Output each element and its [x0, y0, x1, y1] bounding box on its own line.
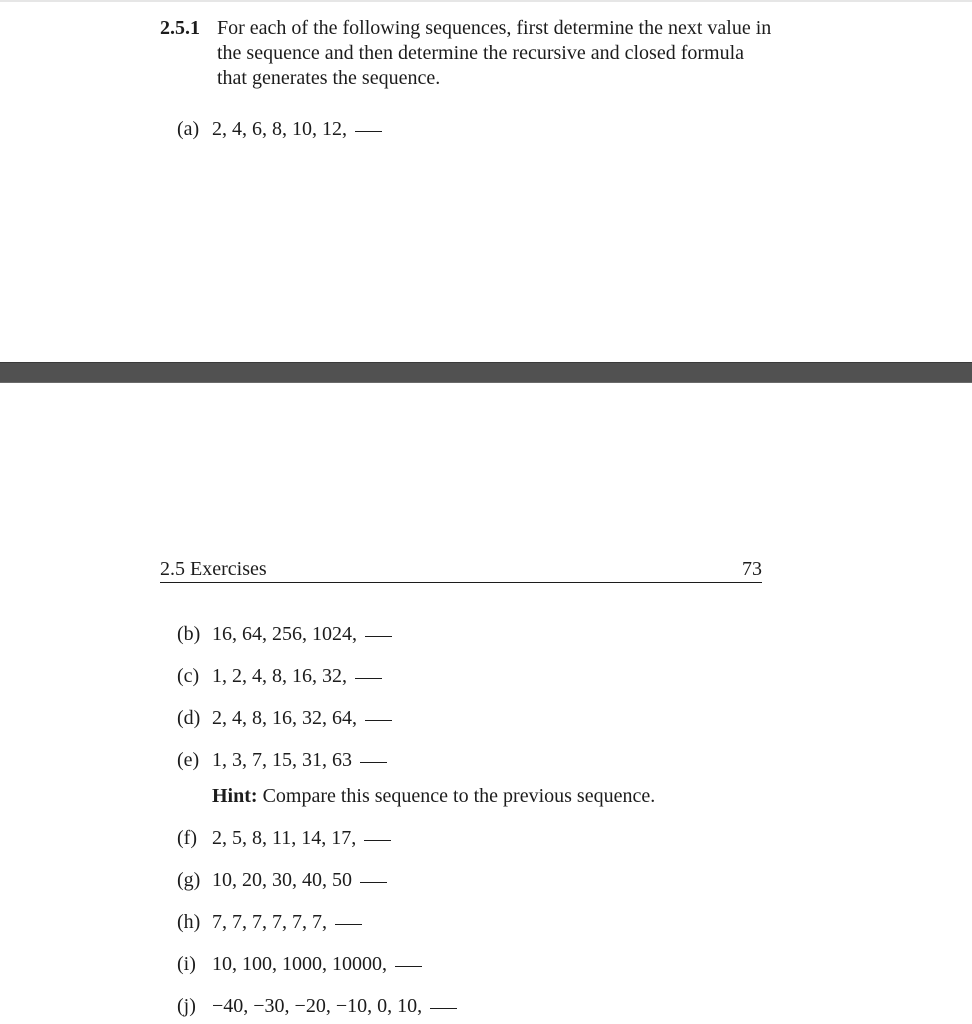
- hint: [212, 784, 655, 808]
- exercise-item-a: [177, 117, 382, 141]
- hint-label: Hint:: [212, 785, 258, 807]
- exercise-item-j: [177, 994, 457, 1018]
- exercise-item-i: [177, 952, 422, 976]
- section-title: 2.5 Exercises: [160, 558, 267, 580]
- item-sequence: 2, 4, 8, 16, 32, 64,: [212, 707, 357, 729]
- answer-blank: [395, 965, 422, 967]
- item-sequence: 10, 100, 1000, 10000,: [212, 953, 387, 975]
- exercise-item-d: [177, 706, 392, 730]
- answer-blank: [335, 923, 362, 925]
- item-sequence: 1, 2, 4, 8, 16, 32,: [212, 665, 347, 687]
- item-sequence: 10, 20, 30, 40, 50: [212, 869, 352, 891]
- item-sequence: 16, 64, 256, 1024,: [212, 623, 357, 645]
- page-separator: [0, 362, 972, 383]
- answer-blank: [360, 881, 387, 883]
- exercise-item-h: [177, 910, 362, 934]
- answer-blank: [365, 719, 392, 721]
- answer-blank: [430, 1007, 457, 1009]
- item-sequence: 7, 7, 7, 7, 7, 7,: [212, 911, 327, 933]
- item-label: (i): [177, 953, 196, 975]
- item-label: (d): [177, 707, 201, 729]
- item-label: (a): [177, 118, 200, 140]
- exercise-item-f: [177, 826, 391, 850]
- exercise-item-b: [177, 622, 392, 646]
- exercise-item-c: [177, 664, 382, 688]
- item-sequence: −40, −30, −20, −10, 0, 10,: [212, 995, 423, 1017]
- item-label: (j): [177, 995, 196, 1017]
- answer-blank: [355, 130, 382, 132]
- item-label: (e): [177, 749, 200, 771]
- item-label: (c): [177, 665, 200, 687]
- item-label: (g): [177, 869, 201, 891]
- problem-number: 2.5.1: [160, 17, 200, 39]
- item-sequence: 2, 4, 6, 8, 10, 12,: [212, 118, 347, 140]
- answer-blank: [355, 677, 382, 679]
- exercise-item-g: [177, 868, 387, 892]
- running-head: [160, 558, 762, 583]
- answer-blank: [364, 839, 391, 841]
- page-number: 73: [742, 558, 762, 580]
- answer-blank: [360, 761, 387, 763]
- answer-blank: [365, 635, 392, 637]
- item-label: (h): [177, 911, 201, 933]
- page-bottom: [0, 383, 972, 1024]
- item-sequence: 1, 3, 7, 15, 31, 63: [212, 749, 352, 771]
- item-label: (b): [177, 623, 201, 645]
- item-label: (f): [177, 827, 197, 849]
- exercise-item-e: [177, 748, 387, 772]
- hint-text: Compare this sequence to the previous sequence.: [262, 785, 656, 807]
- problem-text: For each of the following sequences, first determine the next value in the sequence and then determine the recursive and closed formula that generates the sequence.: [217, 17, 772, 89]
- item-sequence: 2, 5, 8, 11, 14, 17,: [212, 827, 357, 849]
